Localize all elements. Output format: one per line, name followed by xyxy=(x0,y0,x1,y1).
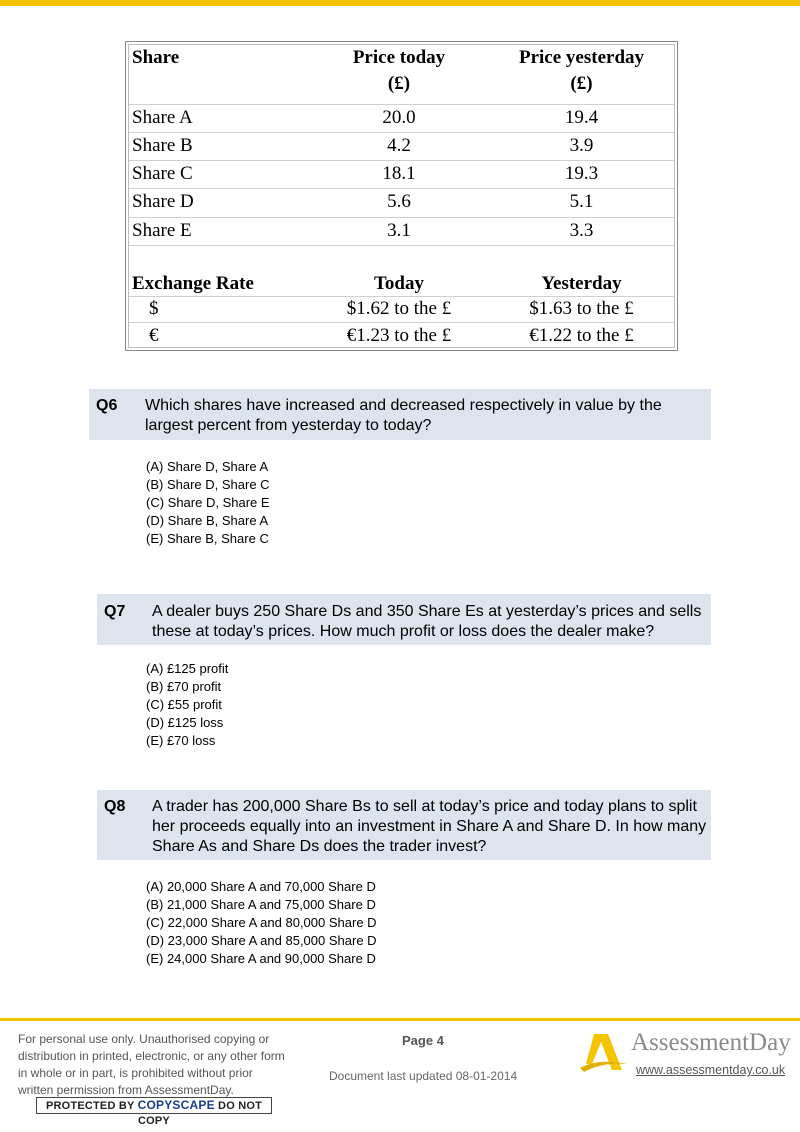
question-box-q6 xyxy=(89,389,711,440)
answer-option[interactable]: (A) Share D, Share A xyxy=(146,459,269,474)
price-today: 3.1 xyxy=(387,220,411,241)
price-today: 5.6 xyxy=(387,191,411,212)
website-link[interactable]: www.assessmentday.co.uk xyxy=(636,1063,786,1077)
answer-option[interactable]: (A) £125 profit xyxy=(146,661,229,676)
answer-options-q6 xyxy=(146,458,270,548)
answer-option[interactable]: (B) Share D, Share C xyxy=(146,477,270,492)
price-yesterday: 5.1 xyxy=(569,191,594,212)
header-today-unit: (£) xyxy=(387,73,411,94)
question-box-q8 xyxy=(97,790,711,860)
copyscape-pre: PROTECTED BY xyxy=(45,1100,135,1112)
price-yesterday: 3.3 xyxy=(569,220,594,241)
answer-option[interactable]: (E) £70 loss xyxy=(146,733,216,748)
exchange-yesterday-header: Yesterday xyxy=(541,273,622,294)
header-yesterday-unit: (£) xyxy=(570,73,593,94)
answer-option[interactable]: (C) £55 profit xyxy=(146,697,222,712)
answer-option[interactable]: (D) £125 loss xyxy=(146,715,224,730)
table-row xyxy=(129,220,674,242)
exchange-header-row xyxy=(129,273,674,295)
answer-option[interactable]: (E) 24,000 Share A and 90,000 Share D xyxy=(146,951,376,966)
table-header-row-1 xyxy=(129,47,674,69)
share-name: Share A xyxy=(132,107,193,128)
last-updated: Document last updated 08-01-2014 xyxy=(329,1069,518,1083)
copyscape-post: DO NOT COPY xyxy=(138,1100,263,1127)
question-number: Q8 xyxy=(104,798,126,815)
answer-options-q8 xyxy=(146,878,377,968)
legal-notice: For personal use only. Unauthorised copying or distribution in printed, electronic, or any other form in whole or in part, is prohibited without prior written permission from AssessmentDay. xyxy=(18,1032,285,1097)
answer-option[interactable]: (C) Share D, Share E xyxy=(146,495,270,510)
share-price-table xyxy=(125,41,678,351)
table-row xyxy=(129,107,674,129)
copyscape-badge[interactable] xyxy=(36,1097,272,1127)
exchange-row xyxy=(129,298,674,320)
share-name: Share D xyxy=(132,191,194,212)
answer-option[interactable]: (E) Share B, Share C xyxy=(146,531,269,546)
answer-option[interactable]: (B) £70 profit xyxy=(146,679,222,694)
currency: € xyxy=(149,325,159,346)
rate-today: €1.23 to the £ xyxy=(346,325,452,346)
answer-option[interactable]: (B) 21,000 Share A and 75,000 Share D xyxy=(146,897,376,912)
price-yesterday: 19.4 xyxy=(564,107,599,128)
answer-options-q7 xyxy=(146,660,228,750)
exchange-row xyxy=(129,325,674,347)
table-row xyxy=(129,163,674,185)
rate-today: $1.62 to the £ xyxy=(346,298,452,319)
share-name: Share C xyxy=(132,163,193,184)
header-price-yesterday: Price yesterday xyxy=(518,47,645,68)
price-today: 4.2 xyxy=(387,135,411,156)
page-number: Page 4 xyxy=(402,1033,444,1048)
table-header-row-2 xyxy=(129,73,674,95)
top-accent-bar xyxy=(0,0,800,6)
answer-option[interactable]: (D) 23,000 Share A and 85,000 Share D xyxy=(146,933,377,948)
share-name: Share B xyxy=(132,135,193,156)
answer-option[interactable]: (A) 20,000 Share A and 70,000 Share D xyxy=(146,879,376,894)
question-number: Q6 xyxy=(96,397,118,414)
assessmentday-logo-icon xyxy=(578,1030,630,1074)
price-yesterday: 3.9 xyxy=(569,135,594,156)
footer-divider xyxy=(0,1018,800,1021)
assessmentday-logo-text: AssessmentDay xyxy=(631,1029,791,1056)
header-price-today: Price today xyxy=(352,47,446,68)
rate-yesterday: €1.22 to the £ xyxy=(529,325,634,346)
price-today: 20.0 xyxy=(382,107,416,128)
exchange-rate-header: Exchange Rate xyxy=(132,273,254,294)
question-text: A dealer buys 250 Share Ds and 350 Share Es at yesterday’s prices and sells these at today’s prices. How much profit or loss does the dealer make? xyxy=(152,603,702,640)
answer-option[interactable]: (D) Share B, Share A xyxy=(146,513,269,528)
question-box-q7 xyxy=(97,594,711,645)
currency: $ xyxy=(149,298,159,319)
answer-option[interactable]: (C) 22,000 Share A and 80,000 Share D xyxy=(146,915,377,930)
question-text: Which shares have increased and decreased respectively in value by the largest percent from yesterday to today? xyxy=(145,397,662,434)
header-share: Share xyxy=(132,47,180,68)
copyscape-brand: COPYSCAPE xyxy=(137,1098,215,1112)
question-text: A trader has 200,000 Share Bs to sell at today’s price and today plans to split her proceeds equally into an investment in Share A and Share D. In how many Share As and Share Ds does the trader invest? xyxy=(152,798,707,855)
price-today: 18.1 xyxy=(382,163,416,184)
rate-yesterday: $1.63 to the £ xyxy=(529,298,634,319)
table-row xyxy=(129,191,674,213)
table-row xyxy=(129,135,674,157)
exchange-today-header: Today xyxy=(374,273,424,294)
share-name: Share E xyxy=(132,220,192,241)
price-yesterday: 19.3 xyxy=(564,163,599,184)
question-number: Q7 xyxy=(104,603,126,620)
